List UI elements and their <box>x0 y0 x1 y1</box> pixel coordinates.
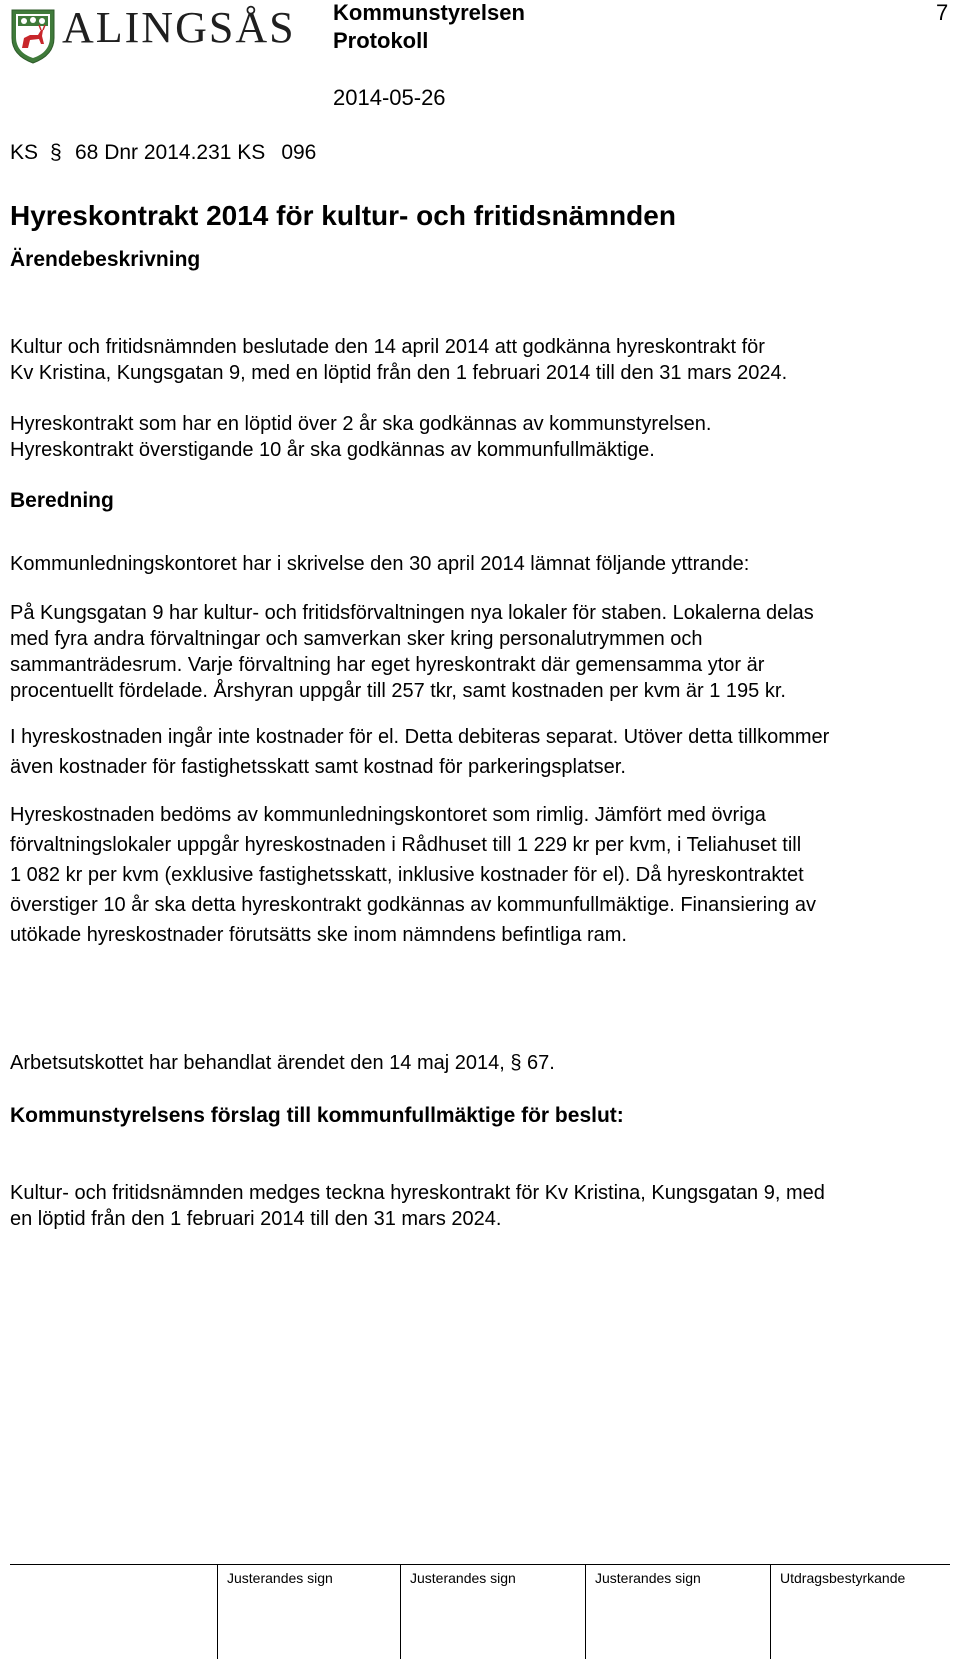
arbetsutskott-note: Arbetsutskottet har behandlat ärendet den 14 maj 2014, § 67. <box>10 1052 555 1074</box>
proposal-text <box>10 1180 945 1232</box>
section-sign: § <box>50 141 62 164</box>
text-line: På Kungsgatan 9 har kultur- och fritidsförvaltningen nya lokaler för staben. Lokalerna delas <box>10 602 814 624</box>
text-line: med fyra andra förvaltningar och samverkan sker kring personalutrymmen och <box>10 628 703 650</box>
page-title: Hyreskontrakt 2014 för kultur- och fritidsnämnden <box>10 200 676 231</box>
text-line: Kultur och fritidsnämnden beslutade den 14 april 2014 att godkänna hyreskontrakt för <box>10 336 765 358</box>
text-line: sammanträdesrum. Varje förvaltning har eget hyreskontrakt där gemensamma ytor är <box>10 654 765 676</box>
footer-column-divider <box>217 1564 218 1659</box>
beredning-intro: Kommunledningskontoret har i skrivelse den 30 april 2014 lämnat följande yttrande: <box>10 553 750 575</box>
footer-column-divider <box>585 1564 586 1659</box>
case-reference <box>10 140 316 166</box>
footer-column-divider <box>400 1564 401 1659</box>
text-line: Hyreskontrakt som har en löptid över 2 år ska godkännas av kommunstyrelsen. <box>10 413 712 435</box>
text-line: utökade hyreskostnader förutsätts ske inom nämndens befintliga ram. <box>10 924 627 946</box>
text-line: överstiger 10 år ska detta hyreskontrakt godkännas av kommunfullmäktige. Finansiering av <box>10 894 816 916</box>
arende-paragraph-1 <box>10 334 945 386</box>
text-line: Kv Kristina, Kungsgatan 9, med en löptid från den 1 februari 2014 till den 31 mars 2024. <box>10 362 788 384</box>
beredning-paragraph-3 <box>10 800 945 950</box>
text-line: en löptid från den 1 februari 2014 till den 31 mars 2024. <box>10 1208 502 1230</box>
beredning-paragraph-2 <box>10 722 945 782</box>
case-prefix: KS <box>10 141 39 164</box>
footer-column-divider <box>770 1564 771 1659</box>
page-number: 7 <box>936 0 949 25</box>
case-number: 68 Dnr 2014.231 KS <box>75 141 266 164</box>
beredning-paragraph-1 <box>10 600 945 704</box>
proposal-heading: Kommunstyrelsens förslag till kommunfullmäktige för beslut: <box>10 1104 624 1127</box>
extract-certification-field: Utdragsbestyrkande <box>780 1570 906 1586</box>
logo-wordmark: ALINGSÅS <box>62 3 296 52</box>
case-code: 096 <box>281 141 317 164</box>
text-line: Kultur- och fritidsnämnden medges teckna hyreskontrakt för Kv Kristina, Kungsgatan 9, med <box>10 1182 825 1204</box>
organization-name: Kommunstyrelsen <box>333 0 525 25</box>
municipality-crest-icon <box>10 8 56 64</box>
signature-field-1: Justerandes sign <box>227 1570 333 1586</box>
text-line: Hyreskostnaden bedöms av kommunledningskontoret som rimlig. Jämfört med övriga <box>10 804 766 826</box>
meeting-date: 2014-05-26 <box>333 85 446 110</box>
signature-field-2: Justerandes sign <box>410 1570 516 1586</box>
text-line: I hyreskostnaden ingår inte kostnader för el. Detta debiteras separat. Utöver detta tillkommer <box>10 726 830 748</box>
arende-paragraph-2 <box>10 411 945 463</box>
document-type: Protokoll <box>333 28 429 53</box>
text-line: förvaltningslokaler uppgår hyreskostnaden i Rådhuset till 1 229 kr per kvm, i Teliahuset till <box>10 834 802 856</box>
section-heading-arende: Ärendebeskrivning <box>10 248 201 271</box>
text-line: Hyreskontrakt överstigande 10 år ska godkännas av kommunfullmäktige. <box>10 439 655 461</box>
text-line: 1 082 kr per kvm (exklusive fastighetsskatt, inklusive kostnader för el). Då hyreskontraktet <box>10 864 804 886</box>
text-line: även kostnader för fastighetsskatt samt kostnad för parkeringsplatser. <box>10 756 626 778</box>
section-heading-beredning: Beredning <box>10 489 114 512</box>
footer-divider <box>10 1564 950 1565</box>
text-line: procentuellt fördelade. Årshyran uppgår till 257 tkr, samt kostnaden per kvm är 1 195 kr. <box>10 680 786 702</box>
signature-field-3: Justerandes sign <box>595 1570 701 1586</box>
